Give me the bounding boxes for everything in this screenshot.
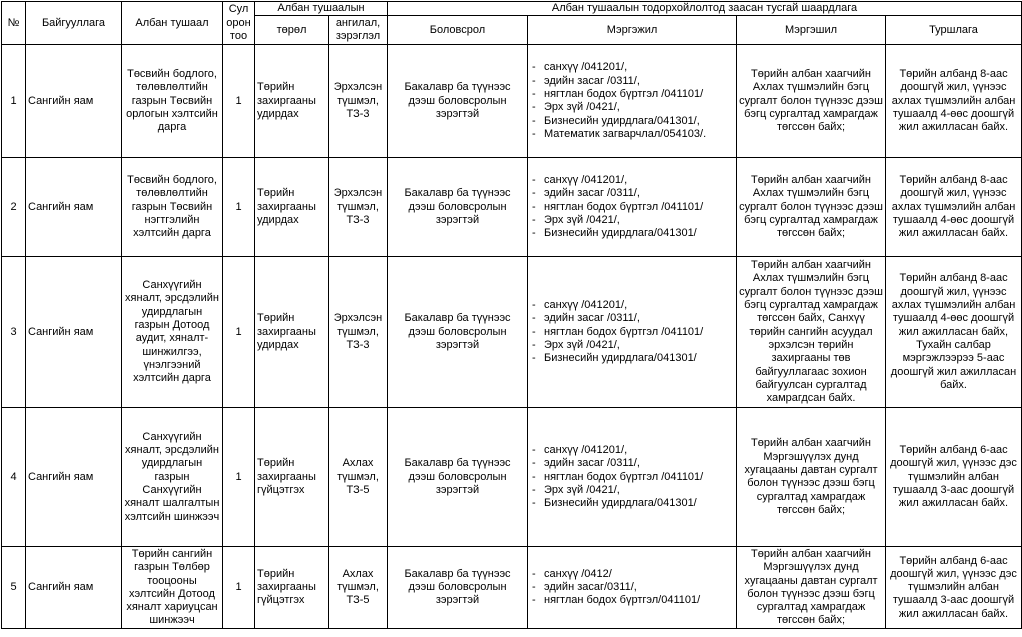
header-no: № bbox=[2, 2, 26, 45]
table-row bbox=[2, 257, 1022, 408]
row-position: Төсвийн бодлого, төлөвлөлтийн газрын Төсвийн орлогын хэлтсийн дарга bbox=[122, 45, 223, 158]
row-experience: Төрийн албанд 8-аас доошгүй жил, үүнээс ахлах түшмэлийн албан тушаалд 4-өөс доошгүй жил ажилласан байх. bbox=[886, 45, 1022, 158]
major-item: - Бизнесийн удирдлага/041301/ bbox=[530, 497, 734, 510]
header-type: төрөл bbox=[255, 16, 329, 45]
major-item: - Математик загварчлал/054103/. bbox=[530, 128, 734, 141]
row-skill: Төрийн албан хаагчийн Ахлах түшмэлийн бэгц сургалт болон түүнээс дээш бэгц сургалтад хамрагдаж төгссөн байх; bbox=[737, 45, 886, 158]
row-position: Төсвийн бодлого, төлөвлөлтийн газрын Төсвийн нэгтгэлийн хэлтсийн дарга bbox=[122, 158, 223, 257]
header-position-group: Албан тушаалын bbox=[255, 2, 388, 16]
major-item: - санхүү /041201/, bbox=[530, 299, 734, 312]
row-vacancy: 1 bbox=[223, 257, 255, 408]
row-org: Сангийн яам bbox=[26, 547, 122, 629]
row-class: Эрхэлсэн түшмэл, ТЗ-3 bbox=[329, 257, 388, 408]
row-skill: Төрийн албан хаагчийн Мэргэшүүлэх дунд хугацааны давтан сургалт болон түүнээс дээш бэгц сургалтад хамрагдаж төгссөн байх; bbox=[737, 547, 886, 629]
row-education: Бакалавр ба түүнээс дээш боловсролын зэрэгтэй bbox=[388, 257, 528, 408]
header-row-1 bbox=[2, 2, 1022, 16]
row-position: Төрийн сангийн газрын Төлбөр тооцооны хэлтсийн Дотоод хяналт хариуцсан шинжээч bbox=[122, 547, 223, 629]
row-org: Сангийн яам bbox=[26, 408, 122, 547]
row-class: Эрхэлсэн түшмэл, ТЗ-3 bbox=[329, 158, 388, 257]
major-item: - Бизнесийн удирдлага/041301/ bbox=[530, 227, 734, 240]
row-experience: Төрийн албанд 8-аас доошгүй жил, үүнээс ахлах түшмэлийн албан тушаалд 4-өөс доошгүй жил ажилласан байх, Тухайн салбар мэргэжлээрээ 5-аас доошгүй жил ажилласан байх. bbox=[886, 257, 1022, 408]
row-org: Сангийн яам bbox=[26, 257, 122, 408]
row-position: Санхүүгийн хяналт, эрсдэлийн удирдлагын газрын Дотоод аудит, хяналт-шинжилгээ, үнэлгээний хэлтсийн дарга bbox=[122, 257, 223, 408]
row-vacancy: 1 bbox=[223, 408, 255, 547]
header-education: Боловсрол bbox=[388, 16, 528, 45]
major-item: - санхүү /041201/, bbox=[530, 444, 734, 457]
row-no: 1 bbox=[2, 45, 26, 158]
row-experience: Төрийн албанд 6-аас доошгүй жил, үүнээс дэс түшмэлийн албан тушаалд 3-аас доошгүй жил ажилласан байх. bbox=[886, 408, 1022, 547]
major-list bbox=[530, 568, 734, 608]
major-item: - нягтлан бодох бүртгэл/041101/ bbox=[530, 594, 734, 607]
row-education: Бакалавр ба түүнээс дээш боловсролын зэрэгтэй bbox=[388, 158, 528, 257]
row-experience: Төрийн албанд 8-аас доошгүй жил, үүнээс ахлах түшмэлийн албан тушаалд 4-өөс доошгүй жил ажилласан байх. bbox=[886, 158, 1022, 257]
row-vacancy: 1 bbox=[223, 158, 255, 257]
major-item: - эдийн засаг /0311/, bbox=[530, 187, 734, 200]
major-item: - эдийн засаг /0311/, bbox=[530, 457, 734, 470]
major-item: - нягтлан бодох бүртгэл /041101/ bbox=[530, 201, 734, 214]
header-skill: Мэргэшил bbox=[737, 16, 886, 45]
major-item: - санхүү /041201/, bbox=[530, 61, 734, 74]
major-item: - Бизнесийн удирдлага/041301/ bbox=[530, 352, 734, 365]
row-majors bbox=[528, 158, 737, 257]
row-class: Эрхэлсэн түшмэл, ТЗ-3 bbox=[329, 45, 388, 158]
header-position: Албан тушаал bbox=[122, 2, 223, 45]
row-vacancy: 1 bbox=[223, 547, 255, 629]
header-requirements-group: Албан тушаалын тодорхойлолтод заасан тусгай шаардлага bbox=[388, 2, 1022, 16]
major-item: - нягтлан бодох бүртгэл /041101/ bbox=[530, 326, 734, 339]
row-skill: Төрийн албан хаагчийн Мэргэшүүлэх дунд хугацааны давтан сургалт болон түүнээс дээш бэгц сургалтад хамрагдаж төгссөн байх; bbox=[737, 408, 886, 547]
header-major: Мэргэжил bbox=[528, 16, 737, 45]
major-item: - Эрх зүй /0421/, bbox=[530, 339, 734, 352]
major-item: - Эрх зүй /0421/, bbox=[530, 101, 734, 114]
row-no: 2 bbox=[2, 158, 26, 257]
table-row bbox=[2, 158, 1022, 257]
row-class: Ахлах түшмэл, ТЗ-5 bbox=[329, 408, 388, 547]
row-majors bbox=[528, 257, 737, 408]
row-education: Бакалавр ба түүнээс дээш боловсролын зэрэгтэй bbox=[388, 45, 528, 158]
row-majors bbox=[528, 408, 737, 547]
row-education: Бакалавр ба түүнээс дээш боловсролын зэрэгтэй bbox=[388, 547, 528, 629]
major-item: - нягтлан бодох бүртгэл /041101/ bbox=[530, 88, 734, 101]
major-item: - нягтлан бодох бүртгэл /041101/ bbox=[530, 471, 734, 484]
table-row bbox=[2, 547, 1022, 629]
row-type: Төрийн захиргааны удирдах bbox=[255, 158, 329, 257]
row-no: 5 bbox=[2, 547, 26, 629]
major-item: - эдийн засаг /0311/, bbox=[530, 75, 734, 88]
major-item: - эдийн засаг/0311/, bbox=[530, 581, 734, 594]
row-position: Санхүүгийн хяналт, эрсдэлийн удирдлагын газрын Санхүүгийн хяналт шалгалтын хэлтсийн шинжээч bbox=[122, 408, 223, 547]
major-list bbox=[530, 444, 734, 510]
vacancy-table bbox=[1, 1, 1022, 629]
row-type: Төрийн захиргааны удирдах bbox=[255, 257, 329, 408]
major-list bbox=[530, 61, 734, 141]
header-vacancy: Сул орон тоо bbox=[223, 2, 255, 45]
row-experience: Төрийн албанд 6-аас доошгүй жил, үүнээс дэс түшмэлийн албан тушаалд 3-аас доошгүй жил ажилласан байх. bbox=[886, 547, 1022, 629]
table-row bbox=[2, 45, 1022, 158]
row-org: Сангийн яам bbox=[26, 158, 122, 257]
major-item: - Эрх зүй /0421/, bbox=[530, 484, 734, 497]
row-org: Сангийн яам bbox=[26, 45, 122, 158]
row-class: Ахлах түшмэл, ТЗ-5 bbox=[329, 547, 388, 629]
table-row bbox=[2, 408, 1022, 547]
major-item: - санхүү /041201/, bbox=[530, 174, 734, 187]
major-list bbox=[530, 299, 734, 365]
major-list bbox=[530, 174, 734, 240]
row-skill: Төрийн албан хаагчийн Ахлах түшмэлийн бэгц сургалт болон түүнээс дээш бэгц сургалтад хамрагдаж төгссөн байх; bbox=[737, 158, 886, 257]
major-item: - Эрх зүй /0421/, bbox=[530, 214, 734, 227]
row-type: Төрийн захиргааны удирдах bbox=[255, 45, 329, 158]
header-org: Байгууллага bbox=[26, 2, 122, 45]
row-majors bbox=[528, 45, 737, 158]
header-class: ангилал, зэрэглэл bbox=[329, 16, 388, 45]
row-no: 3 bbox=[2, 257, 26, 408]
row-no: 4 bbox=[2, 408, 26, 547]
row-education: Бакалавр ба түүнээс дээш боловсролын зэрэгтэй bbox=[388, 408, 528, 547]
header-experience: Туршлага bbox=[886, 16, 1022, 45]
row-skill: Төрийн албан хаагчийн Ахлах түшмэлийн бэгц сургалт болон түүнээс дээш бэгц сургалтад хамрагдаж төгссөн байх, Санхүү төрийн сангийн асуудал эрхэлсэн төрийн захиргааны төв байгууллагаас зохион байгуулсан сургалтад хамрагдсан байх. bbox=[737, 257, 886, 408]
major-item: - санхүү /0412/ bbox=[530, 568, 734, 581]
major-item: - эдийн засаг /0311/, bbox=[530, 312, 734, 325]
major-item: - Бизнесийн удирдлага/041301/, bbox=[530, 115, 734, 128]
row-majors bbox=[528, 547, 737, 629]
row-vacancy: 1 bbox=[223, 45, 255, 158]
row-type: Төрийн захиргааны гүйцэтгэх bbox=[255, 547, 329, 629]
row-type: Төрийн захиргааны гүйцэтгэх bbox=[255, 408, 329, 547]
